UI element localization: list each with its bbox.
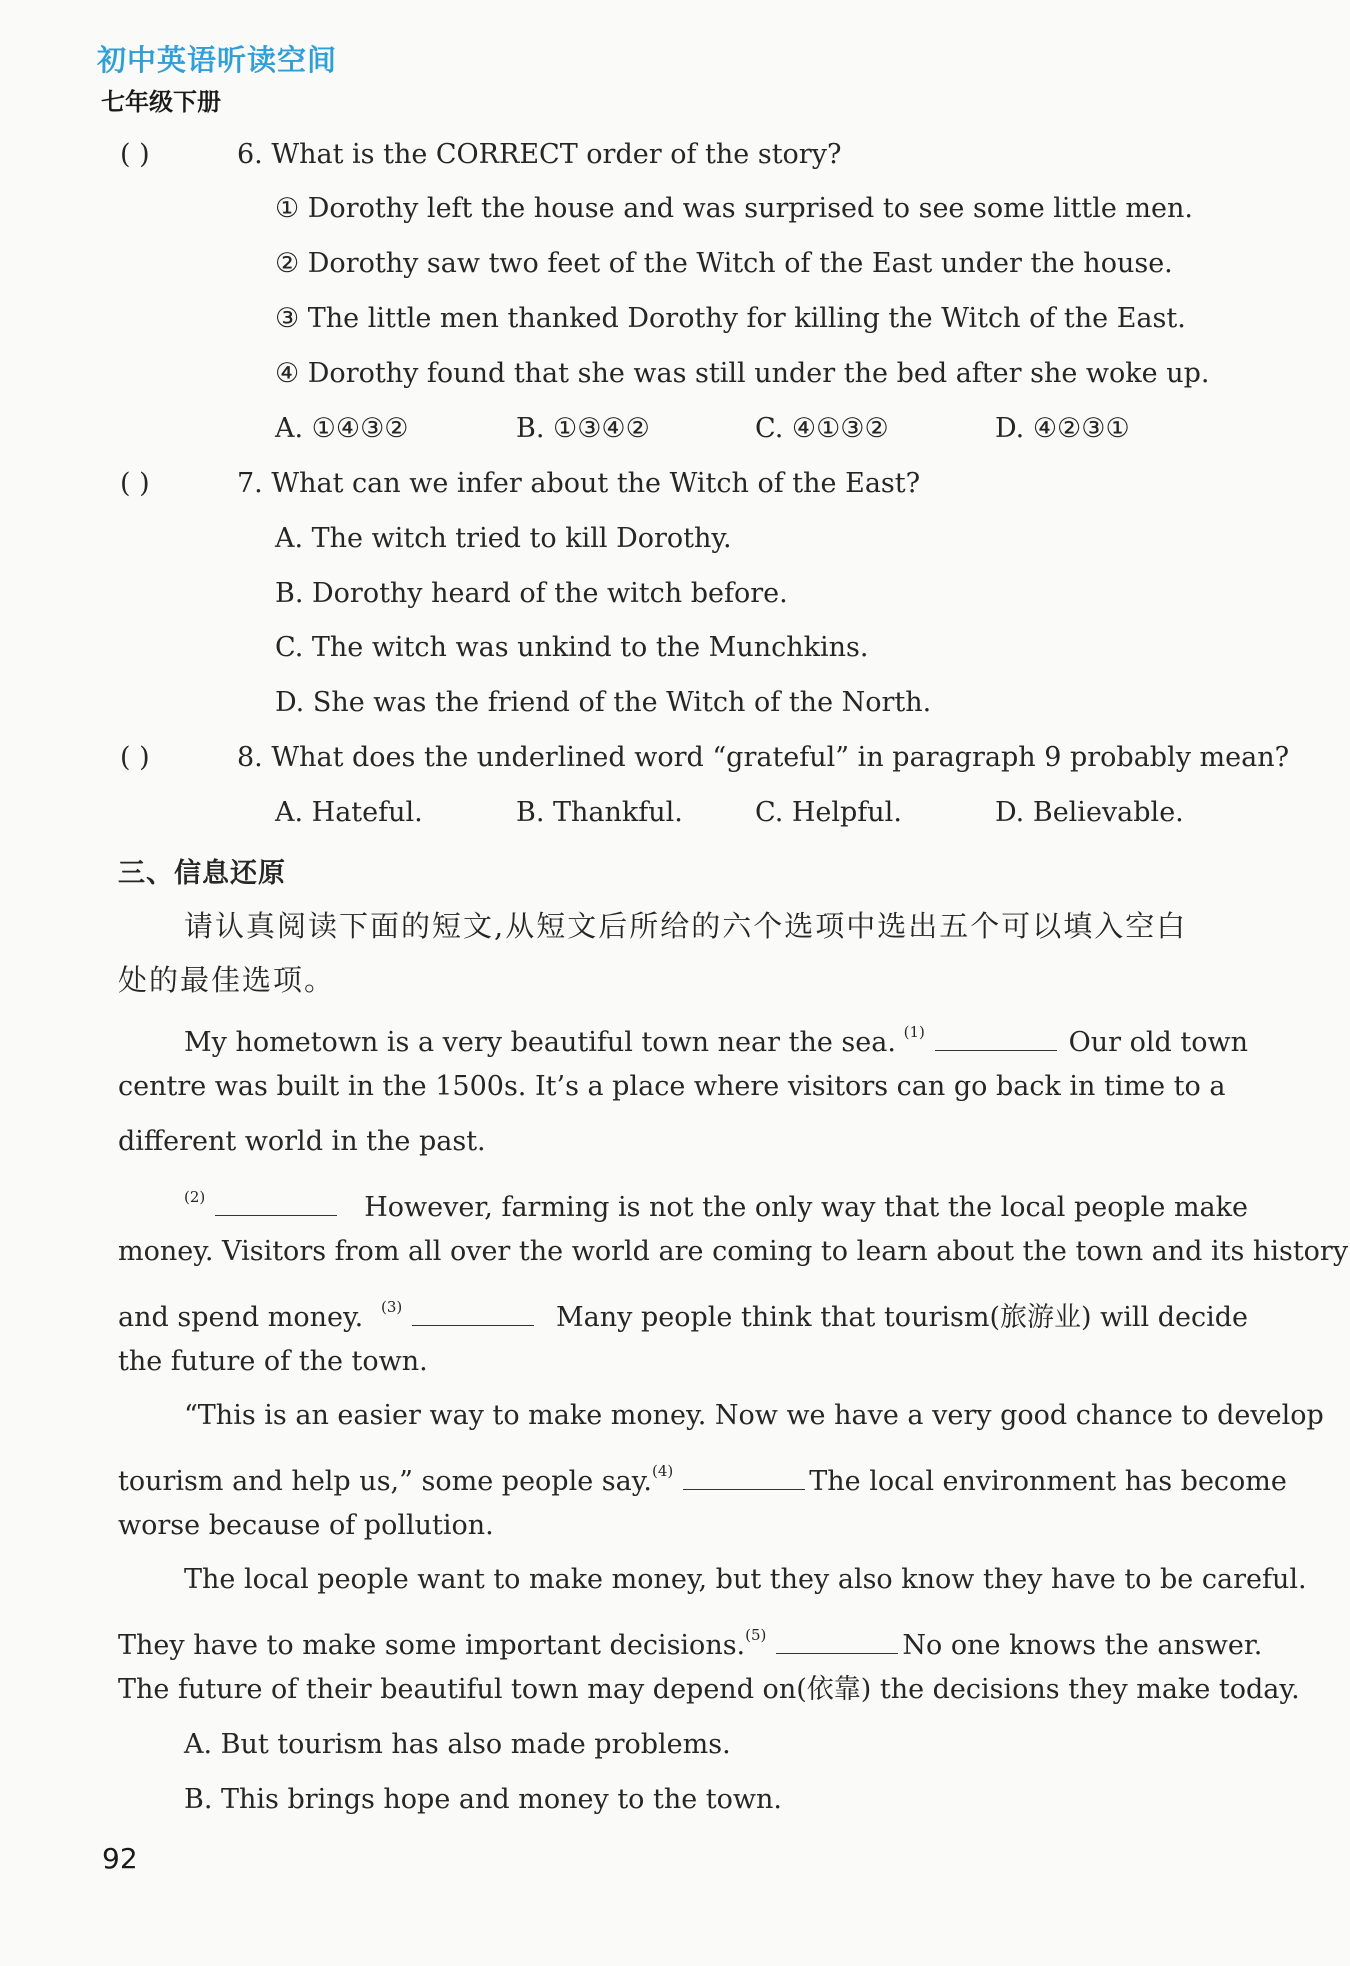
statement-2: ② Dorothy saw two feet of the Witch of the East under the house. (275, 248, 1173, 279)
statement-4: ④ Dorothy found that she was still under the bed after she woke up. (275, 358, 1210, 389)
option-b: B. ①③④② (516, 413, 650, 444)
blank-3 (412, 1303, 534, 1326)
passage-line-5: money. Visitors from all over the world are coming to learn about the town and its history (118, 1236, 1349, 1267)
passage-line-12: They have to make some important decisions. $^{(5)}$ No one knows the answer. (118, 1626, 1263, 1661)
answer-paren: ( ) (120, 742, 150, 773)
blank-number-1: (1) (903, 1023, 925, 1041)
page-number: 92 (102, 1842, 138, 1875)
answer-paren: ( ) (120, 468, 150, 499)
option-c: C. The witch was unkind to the Munchkins. (275, 632, 869, 663)
option-a: A. The witch tried to kill Dorothy. (275, 523, 732, 554)
grade-label: 七年级下册 (101, 87, 221, 116)
passage-line-4: $^{(2)}$ However, farming is not the only way that the local people make (184, 1188, 1248, 1223)
passage-line-2: centre was built in the 1500s. It’s a place where visitors can go back in time to a (118, 1071, 1226, 1102)
question-text: 8. What does the underlined word “grateful” in paragraph 9 probably mean? (237, 742, 1290, 773)
passage-line-7: the future of the town. (118, 1346, 428, 1377)
passage-line-10: worse because of pollution. (118, 1510, 494, 1541)
passage-line-1: My hometown is a very beautiful town near the sea. $^{(1)}$ Our old town (184, 1023, 1248, 1058)
option-d: D. She was the friend of the Witch of the North. (275, 687, 932, 718)
blank-5 (776, 1631, 898, 1654)
section-title: 三、信息还原 (118, 858, 286, 889)
option-d: D. Believable. (995, 797, 1184, 828)
answer-paren: ( ) (120, 139, 150, 170)
option-a: A. ①④③② (275, 413, 409, 444)
instruction-line-2: 处的最佳选项。 (118, 963, 336, 997)
instruction-line-1: 请认真阅读下面的短文,从短文后所给的六个选项中选出五个可以填入空白 (184, 909, 1188, 943)
blank-4 (683, 1467, 805, 1490)
blank-2 (215, 1193, 337, 1216)
blank-number-4: (4) (652, 1462, 674, 1480)
statement-1: ① Dorothy left the house and was surprised to see some little men. (275, 193, 1193, 224)
option-c: C. ④①③② (755, 413, 889, 444)
option-b: B. Thankful. (516, 797, 683, 828)
passage-line-6: and spend money. $^{(3)}$ Many people think that tourism(旅游业) will decide (118, 1298, 1248, 1333)
passage-line-8: “This is an easier way to make money. Now we have a very good chance to develop (184, 1400, 1324, 1431)
series-title: 初中英语听读空间 (97, 43, 338, 77)
blank-1 (935, 1028, 1057, 1051)
blank-number-5: (5) (745, 1626, 767, 1644)
question-text: 7. What can we infer about the Witch of the East? (237, 468, 921, 499)
blank-number-2: (2) (184, 1188, 206, 1206)
choice-a: A. But tourism has also made problems. (184, 1729, 731, 1760)
choice-b: B. This brings hope and money to the town. (184, 1784, 782, 1815)
question-text: 6. What is the CORRECT order of the story? (237, 139, 842, 170)
passage-line-11: The local people want to make money, but they also know they have to be careful. (184, 1564, 1307, 1595)
option-a: A. Hateful. (275, 797, 423, 828)
blank-number-3: (3) (380, 1298, 403, 1316)
passage-line-13: The future of their beautiful town may depend on(依靠) the decisions they make today. (118, 1674, 1300, 1705)
option-d: D. ④②③① (995, 413, 1130, 444)
option-c: C. Helpful. (755, 797, 902, 828)
passage-line-3: different world in the past. (118, 1126, 486, 1157)
option-b: B. Dorothy heard of the witch before. (275, 578, 788, 609)
statement-3: ③ The little men thanked Dorothy for killing the Witch of the East. (275, 303, 1186, 334)
passage-line-9: tourism and help us,” some people say. $^{(4)}$ The local environment has become (118, 1462, 1287, 1497)
